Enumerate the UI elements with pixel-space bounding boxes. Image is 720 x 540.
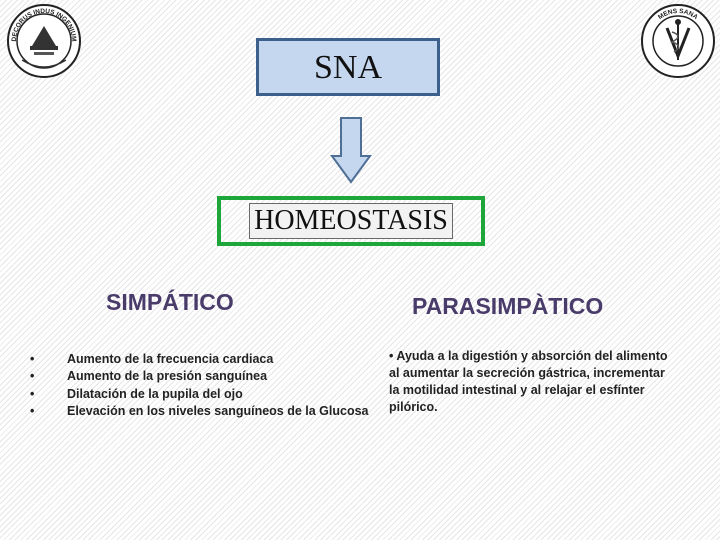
simpatico-heading: SIMPÁTICO: [106, 289, 234, 315]
list-item: • Dilatación de la pupila del ojo: [30, 386, 370, 403]
left-seal-caption: DECORUS INDUS INGENIUM: [10, 7, 78, 42]
bullet-icon: •: [30, 369, 35, 384]
list-item: • Aumento de la frecuencia cardiaca: [30, 351, 370, 368]
university-seal-icon: [2, 2, 86, 80]
list-item: • Aumento de la presión sanguínea: [30, 368, 370, 385]
parasimpatico-heading: PARASIMPÀTICO: [412, 293, 604, 319]
bullet-icon: •: [30, 404, 35, 419]
parasimpatico-text: • Ayuda a la digestión y absorción del alimento al aumentar la secreción gástrica, incrementar la motilidad intestinal y al relajar el esfínter pilórico.: [389, 349, 668, 414]
homeostasis-box: [217, 196, 485, 246]
bullet-icon: •: [30, 352, 35, 366]
homeostasis-label: HOMEOSTASIS: [249, 203, 453, 239]
list-item: • Elevación en los niveles sanguíneos de la Glucosa: [30, 403, 370, 420]
sna-label: SNA: [313, 49, 383, 86]
simpatico-list: [30, 351, 370, 421]
medical-seal-icon: [636, 2, 720, 80]
right-seal-caption: MENS SANA: [657, 7, 699, 22]
sna-box: [256, 38, 440, 96]
bullet-icon: •: [30, 386, 35, 401]
down-arrow-icon: [330, 116, 372, 189]
